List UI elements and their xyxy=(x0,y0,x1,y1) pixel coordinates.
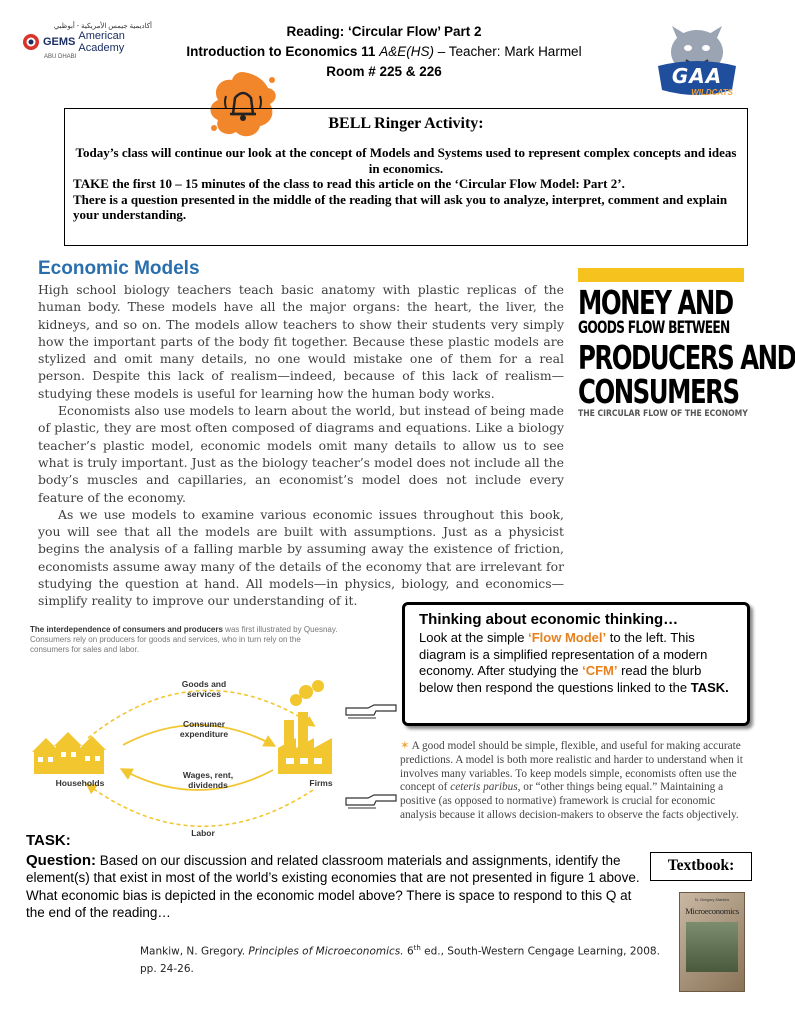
money-poster: MONEY AND GOODS FLOW BETWEEN PRODUCERS AND CONSUMERS THE CIRCULAR FLOW OF THE ECONOMY xyxy=(578,268,744,395)
firms-label: Firms xyxy=(309,778,333,788)
bell-ringer-box xyxy=(64,108,748,246)
firms-factory-icon xyxy=(278,680,332,774)
thinking-heading: Thinking about economic thinking… xyxy=(419,611,679,628)
bell-line-2: TAKE the first 10 – 15 minutes of the class to read this article on the ‘Circular Flow Model: Part 2’. xyxy=(73,176,625,191)
task-label: TASK: xyxy=(26,832,71,849)
task-question: Question: Based on our discussion and related classroom materials and assignments, identify the element(s) that exist in most of the world’s existing economies that are not presented in figure 1 above. What economic bias is depicted in the economic model above? There is space to respond to this Q at the end of the reading… xyxy=(26,852,640,920)
citation: Mankiw, N. Gregory. Principles of Microeconomics. 6th ed., South-Western Cengage Learning, 2008. pp. 24-26. xyxy=(140,944,660,975)
thinking-text: Look at the simple ‘Flow Model’ to the left. This diagram is a simplified representation of a modern economy. After studying the ‘CFM’ read the blurb below then respond the questions linked to the TASK. xyxy=(419,630,729,695)
expenditure-label-2: expenditure xyxy=(179,729,229,739)
article-paragraph: High school biology teachers teach basic anatomy with plastic replicas of the human body. These models have all the major organs: the heart, the liver, the kidneys, and so on. The models allow teachers to show their students very simply how the important parts of the body fit together. Because these plastic models are stylized and omit many details, no one would mistake one of them for a real person. Despite this lack of realism—indeed, because of this lack of realism—studying these models is useful for learning how the human body works. xyxy=(38,282,564,401)
textbook-label: Textbook: xyxy=(650,852,752,881)
households-icon xyxy=(32,732,106,774)
goods-label-2: services xyxy=(186,689,222,699)
pointing-hand-icon xyxy=(346,705,396,718)
pointing-hand-icon xyxy=(346,795,396,808)
wildcats-logo: GAA WILDCATS xyxy=(652,26,742,102)
textbook-cover: N. Gregory Mankiw Microeconomics xyxy=(679,892,745,992)
gems-emblem-icon xyxy=(22,33,40,51)
goods-label: Goods and xyxy=(181,679,227,689)
circular-flow-diagram xyxy=(28,660,400,845)
households-label: Households xyxy=(55,778,105,788)
expenditure-label: Consumer xyxy=(182,719,226,729)
article-paragraph: As we use models to examine various economic issues throughout this book, you will see that all the models are built with assumptions. Just as a physicist begins the analysis of a falling marble by assuming away the existence of friction, economists assume away many of the details of the economy that are irrelevant for studying the question at hand. All models—in physics, biology, and economics—simplify reality to improve our understanding of it. xyxy=(38,506,564,609)
article-body xyxy=(38,281,564,610)
labor-flow-arrow xyxy=(88,785,313,826)
diagram-caption: The interdependence of consumers and producers was first illustrated by Quesnay. Consumers rely on producers for goods and services, who in turn rely on the consumers for sales and labor. xyxy=(30,625,338,654)
gems-logo: أكاديمية جيمس الأمريكية - أبوظبي GEMS American Academy ABU DHABI xyxy=(22,22,152,60)
reading-title: Reading: ‘Circular Flow’ Part 2 xyxy=(286,24,482,39)
star-icon: ✶ xyxy=(400,740,410,752)
bell-ringer-title: BELL Ringer Activity: xyxy=(328,115,484,132)
course-line: Introduction to Economics 11 A&E(HS) – Teacher: Mark Harmel xyxy=(186,44,582,59)
room-line: Room # 225 & 226 xyxy=(326,64,442,79)
thinking-box xyxy=(402,602,750,726)
wages-label-2: dividends xyxy=(188,780,228,790)
labor-label: Labor xyxy=(191,828,215,838)
model-blurb: ✶ A good model should be simple, flexible, and useful for making accurate predictions. A model is both more realistic and harder to understand when it involves many variables. To keep models simple, economists often use the concept of ceteris paribus, or “other things being equal.” Maintaining a positive (as opposed to normative) framework is crucial for economic analysis because it allows decision-makers to observe the facts objectively. xyxy=(400,740,743,821)
wages-label: Wages, rent, xyxy=(182,770,234,780)
article-paragraph: Economists also use models to learn about the world, but instead of being made of plastic, they are most often composed of diagrams and equations. Like a biology teacher’s plastic model, economic models omit many details to allow us to see what is truly important. Just as the biology teacher’s model does not include all the body’s muscles and capillaries, an economist’s model does not include every feature of the economy. xyxy=(38,403,564,505)
article-title: Economic Models xyxy=(38,258,200,279)
bell-line-3: There is a question presented in the middle of the reading that will ask you to analyze, interpret, comment and explain your understanding. xyxy=(73,191,728,222)
bell-line-1: Today’s class will continue our look at the concept of Models and Systems used to represent complex concepts and ideas in economics. xyxy=(75,145,737,176)
